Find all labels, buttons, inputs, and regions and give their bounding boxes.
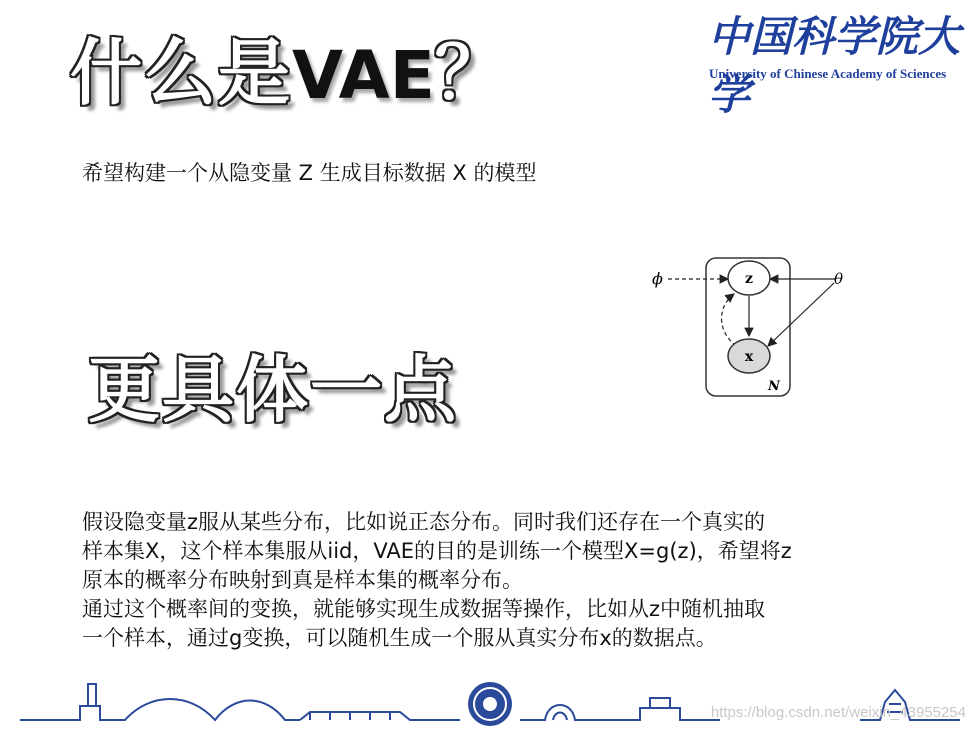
slide-title [70,28,509,121]
plate-label: N [768,379,780,394]
university-logo-english: University of Chinese Academy of Sciences [709,66,947,81]
paragraph-line: 一个样本，通过g变换，可以随机生成一个服从真实分布x的数据点。 [82,626,717,650]
inference-edge [722,294,737,346]
title-question-mark: ？ [434,30,509,115]
paragraph-line: 假设隐变量z服从某些分布，比如说正态分布。同时我们还存在一个真实的 [82,510,766,534]
vae-graphical-model [648,250,858,402]
university-logo-chinese: 中国科学院大学 [708,12,961,119]
theta-to-x-edge [768,283,834,346]
campus-skyline-decoration [0,672,976,732]
phi-label: ϕ [652,269,663,288]
watermark: https://blog.csdn.net/weixin_43955254 [710,704,966,721]
explanation-paragraph [82,508,892,653]
paragraph-line: 原本的概率分布映射到真是样本集的概率分布。 [82,568,523,592]
paragraph-line: 通过这个概率间的变换，就能够实现生成数据等操作，比如从z中随机抽取 [82,597,766,621]
title-latin: VAE [292,37,435,114]
latent-node-label: z [745,271,753,287]
section-title: 更具体一点 [88,347,459,432]
title-chinese: 什么是 [70,30,293,115]
theta-label: θ [834,270,844,288]
paragraph-line: 样本集X，这个样本集服从iid，VAE的目的是训练一个模型X=g(z)，希望将z [82,539,792,563]
goal-statement: 希望构建一个从隐变量 Z 生成目标数据 X 的模型 [82,161,537,185]
observed-node-label: x [744,349,754,365]
